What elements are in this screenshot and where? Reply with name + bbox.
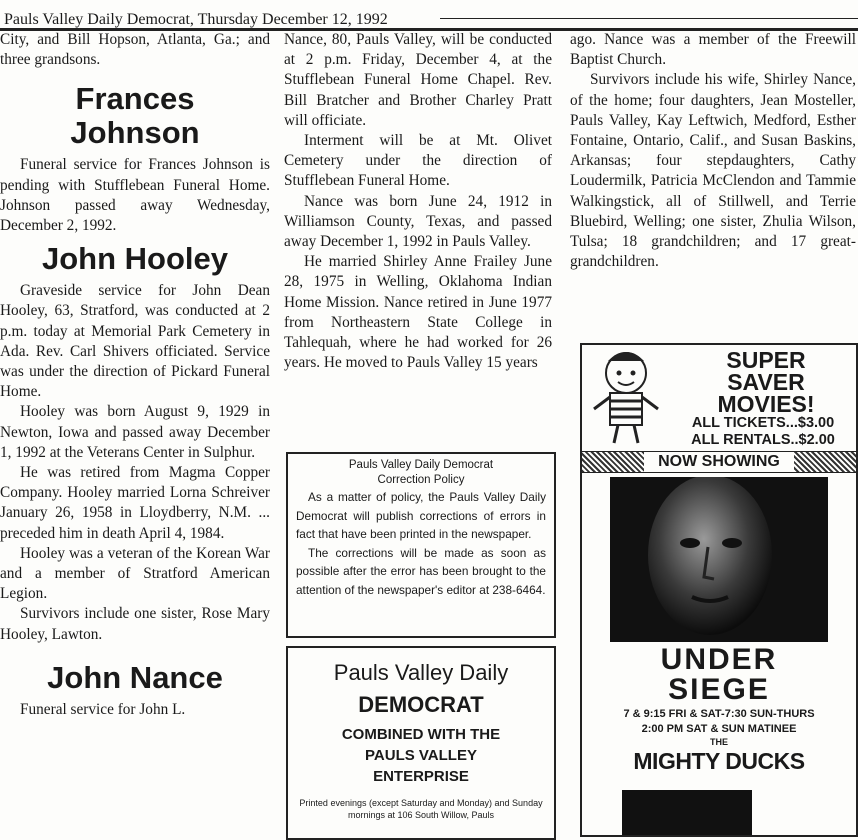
correction-policy-box	[286, 452, 556, 638]
paragraph: Nance, 80, Pauls Valley, will be conducted at 2 p.m. Friday, December 4, at the Stufflebean Funeral Home Chapel. Rev. Bill Bratcher and Brother Charley Pratt will officiate.	[284, 31, 552, 129]
heading-line: SAVER	[727, 369, 805, 395]
movie-ad	[580, 343, 858, 837]
paragraph: Interment will be at Mt. Olivet Cemetery under the direction of Stufflebean Funeral Home.	[284, 132, 552, 190]
title-line: UNDER	[660, 643, 778, 676]
policy-title: Pauls Valley Daily Democrat	[348, 459, 494, 471]
paper-name: Pauls Valley Daily	[333, 660, 509, 685]
paragraph: He married Shirley Anne Frailey June 28, 1975 in Welling, Oklahoma Indian Home Mission. Nance retired in June 1977 from Northeastern State College in Tahlequah, where he had worked for 26 years. He moved to Pauls Valley 15 years	[284, 253, 552, 372]
heading-line: SUPER	[726, 347, 806, 373]
showtimes	[582, 707, 856, 737]
now-showing-banner	[582, 451, 856, 473]
paragraph: The corrections will be made as soon as possible after the error has been brought to the attention of the newspaper's editor at 238-6464.	[296, 545, 546, 597]
policy-body	[288, 488, 554, 599]
title-line: SIEGE	[668, 673, 770, 706]
price-list	[670, 415, 856, 449]
cartoon-doll-icon	[586, 347, 666, 447]
paragraph: Funeral service for John L.	[20, 700, 186, 718]
showtime-line: 2:00 PM SAT & SUN MATINEE	[641, 723, 797, 735]
print-info: Printed evenings (except Saturday and Monday) and Sunday mornings at 106 South Willow, Pauls	[299, 798, 543, 820]
actor-photo-icon	[610, 477, 828, 642]
headline-frances-johnson: Frances Johnson	[70, 81, 200, 151]
movie-title-under-siege	[582, 645, 856, 705]
column-1	[0, 30, 270, 720]
paragraph: Survivors include one sister, Rose Mary Hooley, Lawton.	[0, 605, 270, 643]
poster-image-icon	[622, 790, 752, 835]
masthead: Pauls Valley Daily Democrat, Thursday December 12, 1992	[4, 11, 388, 28]
paragraph: ago. Nance was a member of the Freewill Baptist Church.	[570, 31, 856, 69]
paragraph: Hooley was born August 9, 1929 in Newton, Iowa and passed away December 1, 1992 at the Veterans Center in Sulphur.	[0, 403, 270, 461]
column-2	[284, 30, 552, 373]
ticket-price: ALL TICKETS...$3.00	[691, 415, 835, 431]
headline-john-nance: John Nance	[47, 659, 223, 695]
super-saver-heading	[676, 349, 856, 415]
headline-john-hooley: John Hooley	[41, 241, 228, 277]
rental-price: ALL RENTALS..$2.00	[691, 432, 835, 448]
heading-line: MOVIES!	[717, 391, 815, 417]
combined-line: PAULS VALLEY	[365, 747, 477, 764]
policy-subtitle: Correction Policy	[377, 474, 465, 486]
paragraph: Graveside service for John Dean Hooley, 63, Stratford, was conducted at 2 p.m. today at Memorial Park Cemetery in Ada. Rev. Carl Shivers officiated. Service was under the direction of Pickard Funeral Home.	[0, 282, 270, 401]
paragraph: City, and Bill Hopson, Atlanta, Ga.; and three grandsons.	[0, 31, 270, 69]
combined-line: COMBINED WITH THE	[341, 726, 501, 743]
democrat-info-box	[286, 646, 556, 840]
now-showing-label: NOW SHOWING	[644, 452, 794, 472]
paragraph: As a matter of policy, the Pauls Valley Daily Democrat will publish corrections of errors in fact that have been printed in the newspaper.	[296, 490, 546, 541]
paragraph: Funeral service for Frances Johnson is pending with Stufflebean Funeral Home. Johnson passed away Wednesday, December 2, 1992.	[0, 156, 270, 235]
paper-name-bold: DEMOCRAT	[358, 692, 484, 717]
paragraph: Nance was born June 24, 1912 in Williamson County, Texas, and passed away December 1, 1992 in Pauls Valley.	[284, 192, 552, 251]
column-3	[570, 30, 856, 272]
combined-with	[288, 724, 554, 787]
movie-title-article: THE	[710, 737, 728, 747]
top-rule	[440, 18, 858, 19]
movie-title-mighty-ducks: MIGHTY DUCKS	[633, 748, 805, 774]
paragraph: Survivors include his wife, Shirley Nance, of the home; four daughters, Jean Mosteller, Pauls Valley, Kay Leftwich, Medford, Esther Fontaine, Ontario, Calif., and Susan Baskins, Arkansas; four stepdaughters, Cathy Loudermilk, Patricia McClendon and Tammie Walkingstick, all of Stillwell, and Terrie Bluebird, Welling; one sister, Zhulia Wilson, Tulsa; 18 grandchildren; and 17 great-grandchildren.	[570, 71, 856, 271]
paragraph: He was retired from Magma Copper Company. Hooley married Lorna Schreiver January 26, 1958 in Lloydberry, N.M. ... preceded him in death April 4, 1984.	[0, 464, 270, 542]
combined-line: ENTERPRISE	[373, 768, 469, 785]
paragraph: Hooley was a veteran of the Korean War and a member of Stratford American Legion.	[0, 544, 270, 603]
showtime-line: 7 & 9:15 FRI & SAT-7:30 SUN-THURS	[623, 708, 815, 720]
